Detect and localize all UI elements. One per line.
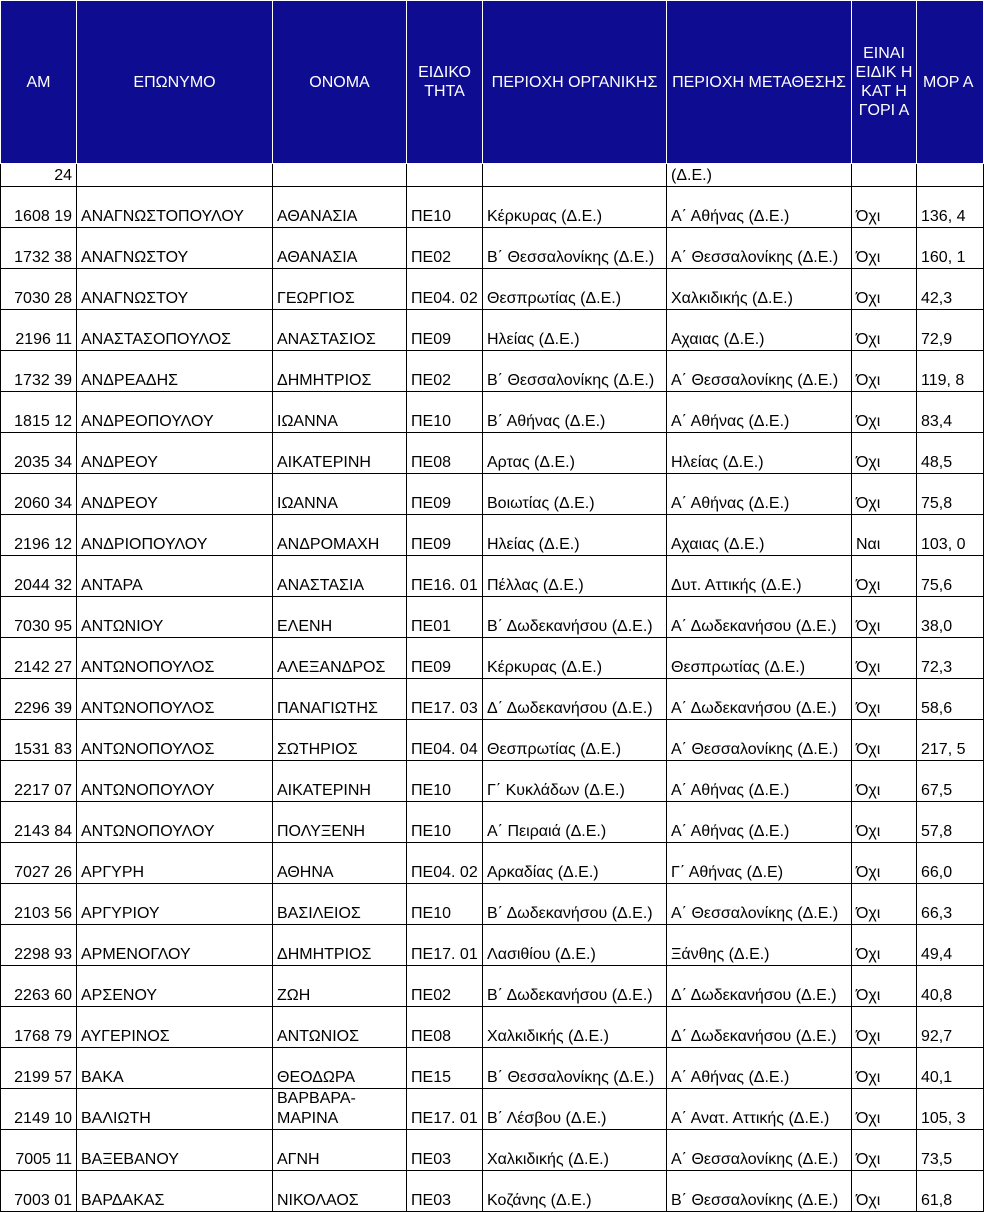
cell-moria: 48,5 [917,433,984,474]
table-row [1,1048,984,1089]
cell-onoma: ΑΓΝΗ [273,1130,407,1171]
cell-organiki [483,164,667,187]
cell-eidiki: Όχι [852,1048,917,1089]
cell-eponymo: ΑΡΓΥΡΙΟΥ [77,884,273,925]
cell-eidiki: Όχι [852,269,917,310]
cell-onoma: ΝΙΚΟΛΑΟΣ [273,1171,407,1212]
cell-eponymo: ΑΝΔΡΕΑΔΗΣ [77,351,273,392]
cell-metathesi: Χαλκιδικής (Δ.Ε.) [667,269,852,310]
cell-moria: 92,7 [917,1007,984,1048]
cell-organiki: Γ΄ Κυκλάδων (Δ.Ε.) [483,761,667,802]
cell-onoma: ΠΑΝΑΓΙΩΤΗΣ [273,679,407,720]
cell-moria: 75,6 [917,556,984,597]
cell-organiki: Ηλείας (Δ.Ε.) [483,515,667,556]
table-row [1,164,984,187]
cell-organiki: Β΄ Θεσσαλονίκης (Δ.Ε.) [483,1048,667,1089]
cell-eponymo: ΑΝΔΡΙΟΠΟΥΛΟΥ [77,515,273,556]
cell-eponymo: ΑΝΤΩΝΙΟΥ [77,597,273,638]
cell-eponymo: ΑΝΑΓΝΩΣΤΟΥ [77,228,273,269]
table-row [1,269,984,310]
cell-eidikotita: ΠΕ02 [407,228,483,269]
cell-eidikotita: ΠΕ02 [407,966,483,1007]
header-eidikotita: ΕΙΔΙΚΟ ΤΗΤΑ [407,1,483,164]
cell-eponymo [77,164,273,187]
table-row [1,761,984,802]
table-row [1,1089,984,1130]
cell-eidiki: Όχι [852,474,917,515]
table-row [1,1130,984,1171]
cell-eidiki [852,164,917,187]
cell-am: 7027 26 [1,843,77,884]
cell-metathesi: Α΄ Θεσσαλονίκης (Δ.Ε.) [667,228,852,269]
cell-moria: 72,9 [917,310,984,351]
cell-eidiki: Όχι [852,1130,917,1171]
cell-organiki: Β΄ Θεσσαλονίκης (Δ.Ε.) [483,228,667,269]
cell-eidikotita: ΠΕ17. 03 [407,679,483,720]
cell-moria: 40,1 [917,1048,984,1089]
table-row [1,597,984,638]
cell-eidiki: Όχι [852,1007,917,1048]
cell-eidikotita [407,164,483,187]
table-row [1,433,984,474]
cell-moria: 73,5 [917,1130,984,1171]
cell-organiki: Β΄ Δωδεκανήσου (Δ.Ε.) [483,884,667,925]
cell-eidikotita: ΠΕ02 [407,351,483,392]
cell-onoma: ΣΩΤΗΡΙΟΣ [273,720,407,761]
cell-eidiki: Όχι [852,310,917,351]
cell-metathesi: Α΄ Αθήνας (Δ.Ε.) [667,1048,852,1089]
cell-eidiki: Όχι [852,966,917,1007]
cell-metathesi: Α΄ Δωδεκανήσου (Δ.Ε.) [667,679,852,720]
cell-am: 2296 39 [1,679,77,720]
cell-moria: 136, 4 [917,187,984,228]
cell-am: 2298 93 [1,925,77,966]
cell-eponymo: ΑΥΓΕΡΙΝΟΣ [77,1007,273,1048]
table-row [1,802,984,843]
cell-moria: 61,8 [917,1171,984,1212]
cell-am: 2044 32 [1,556,77,597]
cell-onoma: ΕΛΕΝΗ [273,597,407,638]
cell-eponymo: ΑΝΔΡΕΟΥ [77,474,273,515]
cell-eidikotita: ΠΕ03 [407,1171,483,1212]
table-row [1,925,984,966]
cell-onoma: ΖΩΗ [273,966,407,1007]
header-eidiki-katigoria: ΕΙΝΑΙ ΕΙΔΙΚ Η ΚΑΤ Η ΓΟΡΙ Α [852,1,917,164]
cell-am: 7003 01 [1,1171,77,1212]
cell-eidikotita: ΠΕ17. 01 [407,925,483,966]
cell-eidikotita: ΠΕ08 [407,1007,483,1048]
cell-eidikotita: ΠΕ09 [407,474,483,515]
cell-eidikotita: ΠΕ04. 04 [407,720,483,761]
cell-eponymo: ΒΑΛΙΩΤΗ [77,1089,273,1130]
cell-metathesi: Δ΄ Δωδεκανήσου (Δ.Ε.) [667,1007,852,1048]
cell-moria: 38,0 [917,597,984,638]
cell-onoma: ΑΝΑΣΤΑΣΙΟΣ [273,310,407,351]
cell-onoma: ΙΩΑΝΝΑ [273,474,407,515]
cell-onoma: ΓΕΩΡΓΙΟΣ [273,269,407,310]
header-moria: ΜΟΡ Α [917,1,984,164]
cell-metathesi: Α΄ Αθήνας (Δ.Ε.) [667,187,852,228]
cell-moria: 57,8 [917,802,984,843]
cell-eponymo: ΑΡΓΥΡΗ [77,843,273,884]
cell-eponymo: ΑΝΔΡΕΟΥ [77,433,273,474]
cell-metathesi: Αχαιας (Δ.Ε.) [667,515,852,556]
table-header-row [1,1,984,164]
cell-organiki: Θεσπρωτίας (Δ.Ε.) [483,269,667,310]
cell-metathesi: Α΄ Θεσσαλονίκης (Δ.Ε.) [667,351,852,392]
cell-onoma: ΒΑΡΒΑΡΑ- ΜΑΡΙΝΑ [273,1089,407,1130]
cell-eidikotita: ΠΕ01 [407,597,483,638]
cell-organiki: Ηλείας (Δ.Ε.) [483,310,667,351]
table-row [1,515,984,556]
cell-organiki: Αρκαδίας (Δ.Ε.) [483,843,667,884]
cell-eponymo: ΑΝΤΑΡΑ [77,556,273,597]
cell-moria: 40,8 [917,966,984,1007]
cell-moria: 58,6 [917,679,984,720]
cell-am: 2263 60 [1,966,77,1007]
cell-eidikotita: ΠΕ09 [407,310,483,351]
cell-moria: 105, 3 [917,1089,984,1130]
table-row [1,310,984,351]
table-row [1,351,984,392]
header-perioxi-organikis: ΠΕΡΙΟΧΗ ΟΡΓΑΝΙΚΗΣ [483,1,667,164]
cell-onoma: ΑΝΑΣΤΑΣΙΑ [273,556,407,597]
cell-am: 1531 83 [1,720,77,761]
cell-eponymo: ΑΝΤΩΝΟΠΟΥΛΟΥ [77,761,273,802]
cell-onoma: ΙΩΑΝΝΑ [273,392,407,433]
cell-eidikotita: ΠΕ03 [407,1130,483,1171]
table-row [1,720,984,761]
cell-am: 1732 39 [1,351,77,392]
cell-organiki: Β΄ Αθήνας (Δ.Ε.) [483,392,667,433]
cell-eponymo: ΒΑΡΔΑΚΑΣ [77,1171,273,1212]
cell-onoma: ΑΙΚΑΤΕΡΙΝΗ [273,433,407,474]
cell-eidiki: Όχι [852,884,917,925]
cell-eidikotita: ΠΕ16. 01 [407,556,483,597]
cell-metathesi: Α΄ Θεσσαλονίκης (Δ.Ε.) [667,884,852,925]
cell-organiki: Κέρκυρας (Δ.Ε.) [483,638,667,679]
header-onoma: ΟΝΟΜΑ [273,1,407,164]
cell-moria: 217, 5 [917,720,984,761]
cell-organiki: Κοζάνης (Δ.Ε.) [483,1171,667,1212]
cell-eidiki: Όχι [852,638,917,679]
cell-eponymo: ΑΝΑΣΤΑΣΟΠΟΥΛΟΣ [77,310,273,351]
cell-moria: 67,5 [917,761,984,802]
cell-am: 2103 56 [1,884,77,925]
cell-moria: 72,3 [917,638,984,679]
cell-moria: 119, 8 [917,351,984,392]
table-row [1,187,984,228]
cell-eponymo: ΑΝΤΩΝΟΠΟΥΛΟΣ [77,679,273,720]
table-row [1,638,984,679]
table-row [1,966,984,1007]
cell-eponymo: ΑΡΣΕΝΟΥ [77,966,273,1007]
cell-onoma: ΑΛΕΞΑΝΔΡΟΣ [273,638,407,679]
cell-eidikotita: ΠΕ04. 02 [407,269,483,310]
cell-eidikotita: ΠΕ08 [407,433,483,474]
cell-metathesi: Ηλείας (Δ.Ε.) [667,433,852,474]
cell-eidiki: Όχι [852,843,917,884]
cell-am: 24 [1,164,77,187]
cell-organiki: Βοιωτίας (Δ.Ε.) [483,474,667,515]
table-row [1,1171,984,1212]
cell-eponymo: ΑΡΜΕΝΟΓΛΟΥ [77,925,273,966]
cell-eponymo: ΑΝΑΓΝΩΣΤΟΠΟΥΛΟΥ [77,187,273,228]
cell-eidiki: Όχι [852,720,917,761]
cell-organiki: Χαλκιδικής (Δ.Ε.) [483,1130,667,1171]
cell-eidiki: Όχι [852,802,917,843]
cell-organiki: Κέρκυρας (Δ.Ε.) [483,187,667,228]
cell-moria: 42,3 [917,269,984,310]
cell-eidikotita: ΠΕ09 [407,515,483,556]
cell-moria: 75,8 [917,474,984,515]
cell-am: 7030 28 [1,269,77,310]
cell-am: 2035 34 [1,433,77,474]
cell-onoma: ΑΘΑΝΑΣΙΑ [273,228,407,269]
cell-onoma: ΑΝΤΩΝΙΟΣ [273,1007,407,1048]
cell-eponymo: ΑΝΤΩΝΟΠΟΥΛΟΣ [77,720,273,761]
cell-metathesi: Α΄ Θεσσαλονίκης (Δ.Ε.) [667,1130,852,1171]
cell-am: 2143 84 [1,802,77,843]
cell-am: 2196 12 [1,515,77,556]
cell-moria: 66,3 [917,884,984,925]
cell-metathesi: Α΄ Αθήνας (Δ.Ε.) [667,761,852,802]
cell-organiki: Θεσπρωτίας (Δ.Ε.) [483,720,667,761]
cell-metathesi: Αχαιας (Δ.Ε.) [667,310,852,351]
cell-onoma: ΔΗΜΗΤΡΙΟΣ [273,925,407,966]
cell-metathesi: (Δ.Ε.) [667,164,852,187]
cell-onoma: ΘΕΟΔΩΡΑ [273,1048,407,1089]
cell-metathesi: Δ΄ Δωδεκανήσου (Δ.Ε.) [667,966,852,1007]
cell-eidiki: Όχι [852,1089,917,1130]
cell-am: 1815 12 [1,392,77,433]
cell-organiki: Β΄ Λέσβου (Δ.Ε.) [483,1089,667,1130]
cell-eidikotita: ΠΕ10 [407,802,483,843]
cell-organiki: Χαλκιδικής (Δ.Ε.) [483,1007,667,1048]
cell-moria: 66,0 [917,843,984,884]
cell-eidikotita: ΠΕ10 [407,884,483,925]
cell-eponymo: ΑΝΔΡΕΟΠΟΥΛΟΥ [77,392,273,433]
cell-eponymo: ΑΝΤΩΝΟΠΟΥΛΟΣ [77,638,273,679]
table-row [1,843,984,884]
table-row [1,474,984,515]
cell-organiki: Β΄ Δωδεκανήσου (Δ.Ε.) [483,966,667,1007]
cell-metathesi: Α΄ Αθήνας (Δ.Ε.) [667,474,852,515]
table-row [1,228,984,269]
cell-onoma: ΠΟΛΥΞΕΝΗ [273,802,407,843]
cell-moria: 160, 1 [917,228,984,269]
cell-onoma: ΒΑΣΙΛΕΙΟΣ [273,884,407,925]
cell-organiki: Λασιθίου (Δ.Ε.) [483,925,667,966]
cell-organiki: Β΄ Δωδεκανήσου (Δ.Ε.) [483,597,667,638]
cell-onoma: ΑΙΚΑΤΕΡΙΝΗ [273,761,407,802]
cell-eidikotita: ΠΕ10 [407,761,483,802]
cell-eidiki: Όχι [852,351,917,392]
cell-eidiki: Ναι [852,515,917,556]
cell-am: 1768 79 [1,1007,77,1048]
cell-eidiki: Όχι [852,187,917,228]
cell-eponymo: ΒΑΚΑ [77,1048,273,1089]
cell-metathesi: Θεσπρωτίας (Δ.Ε.) [667,638,852,679]
cell-organiki: Α΄ Πειραιά (Δ.Ε.) [483,802,667,843]
cell-am: 2060 34 [1,474,77,515]
cell-am: 2199 57 [1,1048,77,1089]
cell-metathesi: Ξάνθης (Δ.Ε.) [667,925,852,966]
table-row [1,556,984,597]
table-row [1,392,984,433]
cell-eponymo: ΑΝΑΓΝΩΣΤΟΥ [77,269,273,310]
cell-eidikotita: ΠΕ10 [407,187,483,228]
header-perioxi-metathesis: ΠΕΡΙΟΧΗ ΜΕΤΑΘΕΣΗΣ [667,1,852,164]
cell-onoma: ΔΗΜΗΤΡΙΟΣ [273,351,407,392]
table-row [1,1007,984,1048]
cell-metathesi: Γ΄ Αθήνας (Δ.Ε) [667,843,852,884]
cell-eidikotita: ΠΕ15 [407,1048,483,1089]
cell-organiki: Δ΄ Δωδεκανήσου (Δ.Ε.) [483,679,667,720]
cell-organiki: Β΄ Θεσσαλονίκης (Δ.Ε.) [483,351,667,392]
cell-am: 2142 27 [1,638,77,679]
cell-am: 2196 11 [1,310,77,351]
cell-eidiki: Όχι [852,679,917,720]
cell-moria: 49,4 [917,925,984,966]
cell-onoma: ΑΝΔΡΟΜΑΧΗ [273,515,407,556]
cell-am: 7030 95 [1,597,77,638]
cell-metathesi: Α΄ Αθήνας (Δ.Ε.) [667,392,852,433]
cell-metathesi: Α΄ Ανατ. Αττικής (Δ.Ε.) [667,1089,852,1130]
cell-am: 2149 10 [1,1089,77,1130]
cell-eidiki: Όχι [852,556,917,597]
cell-eidiki: Όχι [852,228,917,269]
cell-onoma: ΑΘΗΝΑ [273,843,407,884]
cell-metathesi: Β΄ Θεσσαλονίκης (Δ.Ε.) [667,1171,852,1212]
table-row [1,884,984,925]
cell-am: 1732 38 [1,228,77,269]
cell-metathesi: Α΄ Θεσσαλονίκης (Δ.Ε.) [667,720,852,761]
cell-organiki: Πέλλας (Δ.Ε.) [483,556,667,597]
cell-eidiki: Όχι [852,1171,917,1212]
cell-am: 2217 07 [1,761,77,802]
cell-moria: 83,4 [917,392,984,433]
cell-am: 1608 19 [1,187,77,228]
cell-eidikotita: ΠΕ04. 02 [407,843,483,884]
cell-eidiki: Όχι [852,433,917,474]
cell-eponymo: ΒΑΞΕΒΑΝΟΥ [77,1130,273,1171]
header-am: ΑΜ [1,1,77,164]
cell-eponymo: ΑΝΤΩΝΟΠΟΥΛΟΥ [77,802,273,843]
cell-eidikotita: ΠΕ09 [407,638,483,679]
cell-onoma: ΑΘΑΝΑΣΙΑ [273,187,407,228]
cell-eidikotita: ΠΕ17. 01 [407,1089,483,1130]
cell-moria: 103, 0 [917,515,984,556]
cell-eidiki: Όχι [852,597,917,638]
cell-eidikotita: ΠΕ10 [407,392,483,433]
cell-metathesi: Α΄ Αθήνας (Δ.Ε.) [667,802,852,843]
cell-metathesi: Α΄ Δωδεκανήσου (Δ.Ε.) [667,597,852,638]
cell-eidiki: Όχι [852,761,917,802]
cell-onoma [273,164,407,187]
cell-organiki: Αρτας (Δ.Ε.) [483,433,667,474]
cell-am: 7005 11 [1,1130,77,1171]
table-row [1,679,984,720]
cell-moria [917,164,984,187]
header-eponymo: ΕΠΩΝΥΜΟ [77,1,273,164]
cell-eidiki: Όχι [852,925,917,966]
cell-eidiki: Όχι [852,392,917,433]
cell-metathesi: Δυτ. Αττικής (Δ.Ε.) [667,556,852,597]
